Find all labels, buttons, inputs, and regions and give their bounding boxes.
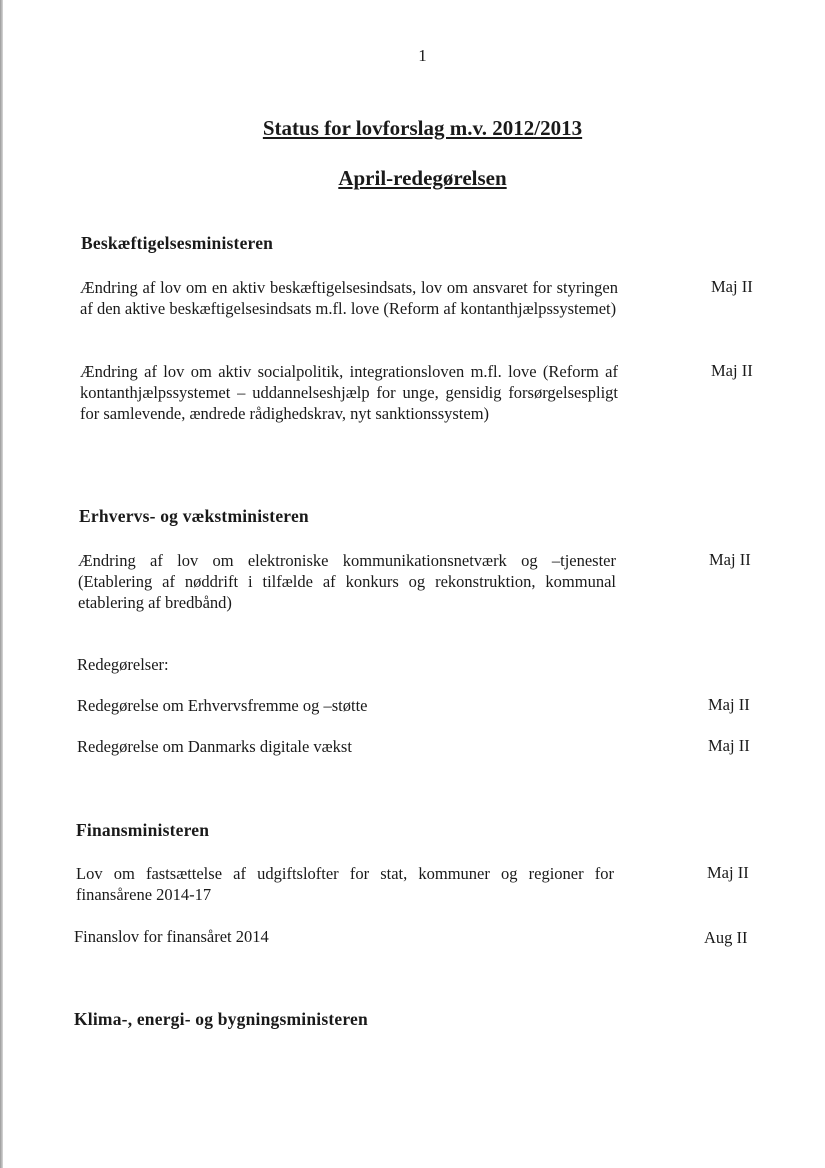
bill-timing: Maj II [707,863,749,882]
section-heading-erhverv: Erhvervs- og vækstministeren [79,506,309,526]
document-subtitle: April-redegørelsen [338,166,507,190]
report-text: Redegørelse om Erhvervsfremme og –støtte [77,696,368,715]
section-heading-beskaeftigelse: Beskæftigelsesministeren [81,233,274,253]
report-timing: Maj II [708,695,750,714]
section-heading-klima: Klima-, energi- og bygningsministeren [74,1009,368,1029]
document-title: Status for lovforslag m.v. 2012/2013 [262,116,583,140]
reports-subheading: Redegørelser: [77,655,169,674]
bill-timing: Maj II [711,361,753,380]
report-text: Redegørelse om Danmarks digitale vækst [77,737,352,756]
bill-timing: Maj II [711,277,753,296]
page-number: 1 [418,46,427,65]
section-heading-finans: Finansministeren [76,820,210,840]
bill-text: Ændring af lov om elektroniske kommunikationsnetværk og –tjenester (Etablering af nøddrift i tilfælde af konkurs og rekonstruktion, kommunal etablering af bredbånd) [78,551,616,612]
report-timing: Maj II [708,736,750,755]
bill-text: Ændring af lov om aktiv socialpolitik, integrationsloven m.fl. love (Reform af kontanthjælpssystemet – uddannelseshjælp for unge, gensidig forsørgelsespligt for samlevende, ændrede rådighedskrav, nyt sanktionssystem) [80,362,618,423]
bill-timing: Aug II [704,928,748,947]
bill-timing: Maj II [709,550,751,569]
bill-text: Lov om fastsættelse af udgiftslofter for stat, kommuner og regioner for finansårene 2014-17 [76,864,614,904]
bill-text: Ændring af lov om en aktiv beskæftigelsesindsats, lov om ansvaret for styringen af den aktive beskæftigelsesindsats m.fl. love (Reform af kontanthjælpssystemet) [80,278,618,318]
bill-text: Finanslov for finansåret 2014 [74,927,269,946]
